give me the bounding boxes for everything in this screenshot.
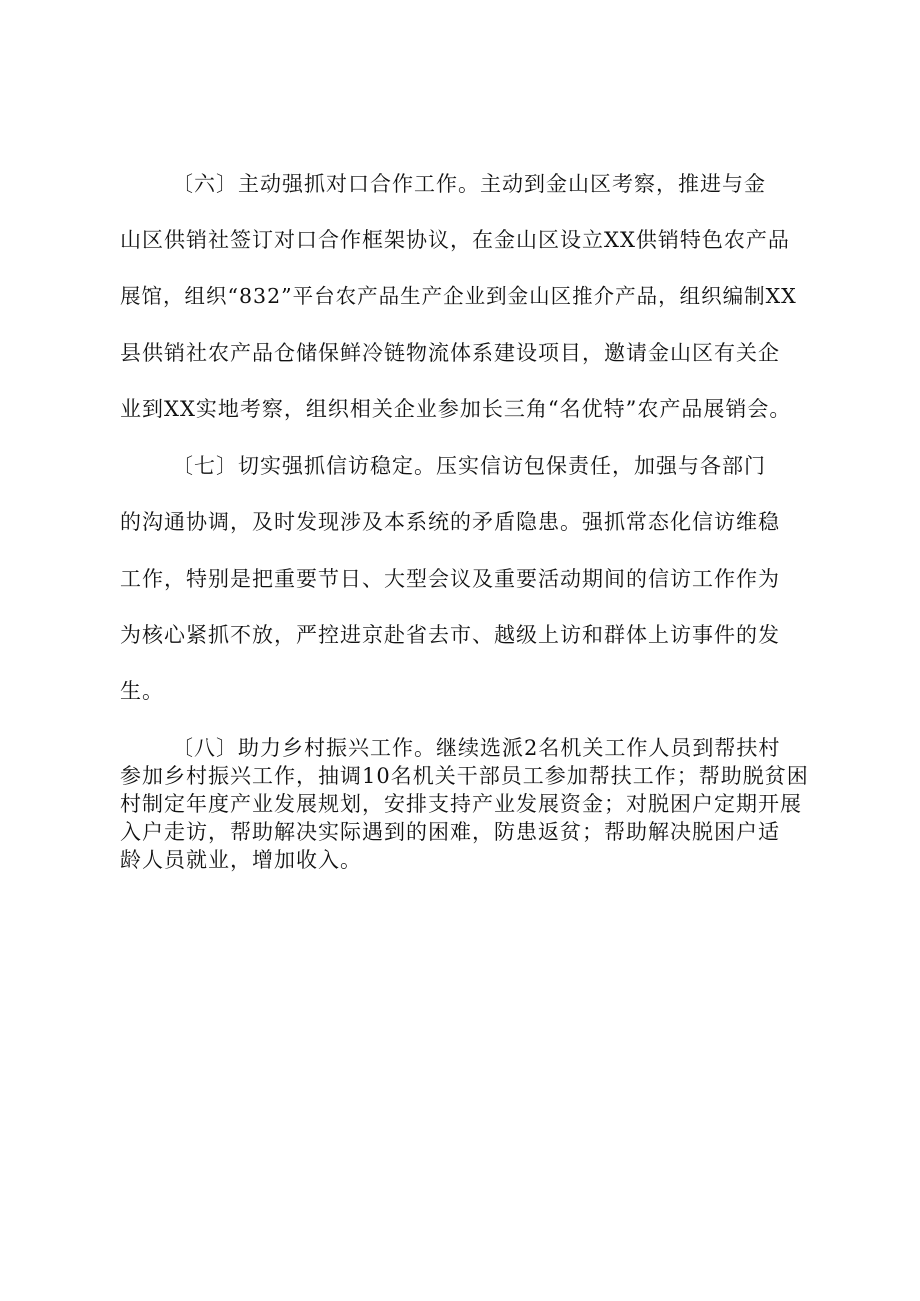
- section-8-line-4: 入户走访，帮助解决实际遇到的困难，防患返贫；帮助解决脱困户适: [120, 820, 780, 844]
- section-6-line-3: 展馆，组织“832”平台农产品生产企业到金山区推介产品，组织编制XX: [120, 284, 797, 308]
- section-7-line-4: 为核心紧抓不放，严控进京赴省去市、越级上访和群体上访事件的发: [120, 623, 780, 647]
- section-6-line-4: 县供销社农产品仓储保鲜冷链物流体系建设项目，邀请金山区有关企: [120, 341, 780, 365]
- section-7-line-2: 的沟通协调，及时发现涉及本系统的矛盾隐患。强抓常态化信访维稳: [120, 510, 780, 534]
- section-7-line-3: 工作，特别是把重要节日、大型会议及重要活动期间的信访工作作为: [120, 567, 780, 591]
- section-7-line-1: 〔七〕切实强抓信访稳定。压实信访包保责任，加强与各部门: [172, 454, 766, 478]
- section-6-line-1: 〔六〕主动强抓对口合作工作。主动到金山区考察，推进与金: [172, 172, 766, 196]
- section-8-line-5: 龄人员就业，增加收入。: [120, 848, 362, 872]
- section-8-line-1: 〔八〕助力乡村振兴工作。继续选派2名机关工作人员到帮扶村: [172, 736, 781, 760]
- section-6-line-2: 山区供销社签订对口合作框架协议，在金山区设立XX供销特色农产品: [120, 228, 790, 252]
- section-7-line-5: 生。: [120, 679, 164, 703]
- section-6-line-5: 业到XX实地考察，组织相关企业参加长三角“名优特”农产品展销会。: [120, 397, 792, 421]
- section-8-line-2: 参加乡村振兴工作，抽调10名机关干部员工参加帮扶工作；帮助脱贫困: [120, 764, 809, 788]
- section-8-line-3: 村制定年度产业发展规划，安排支持产业发展资金；对脱困户定期开展: [120, 792, 802, 816]
